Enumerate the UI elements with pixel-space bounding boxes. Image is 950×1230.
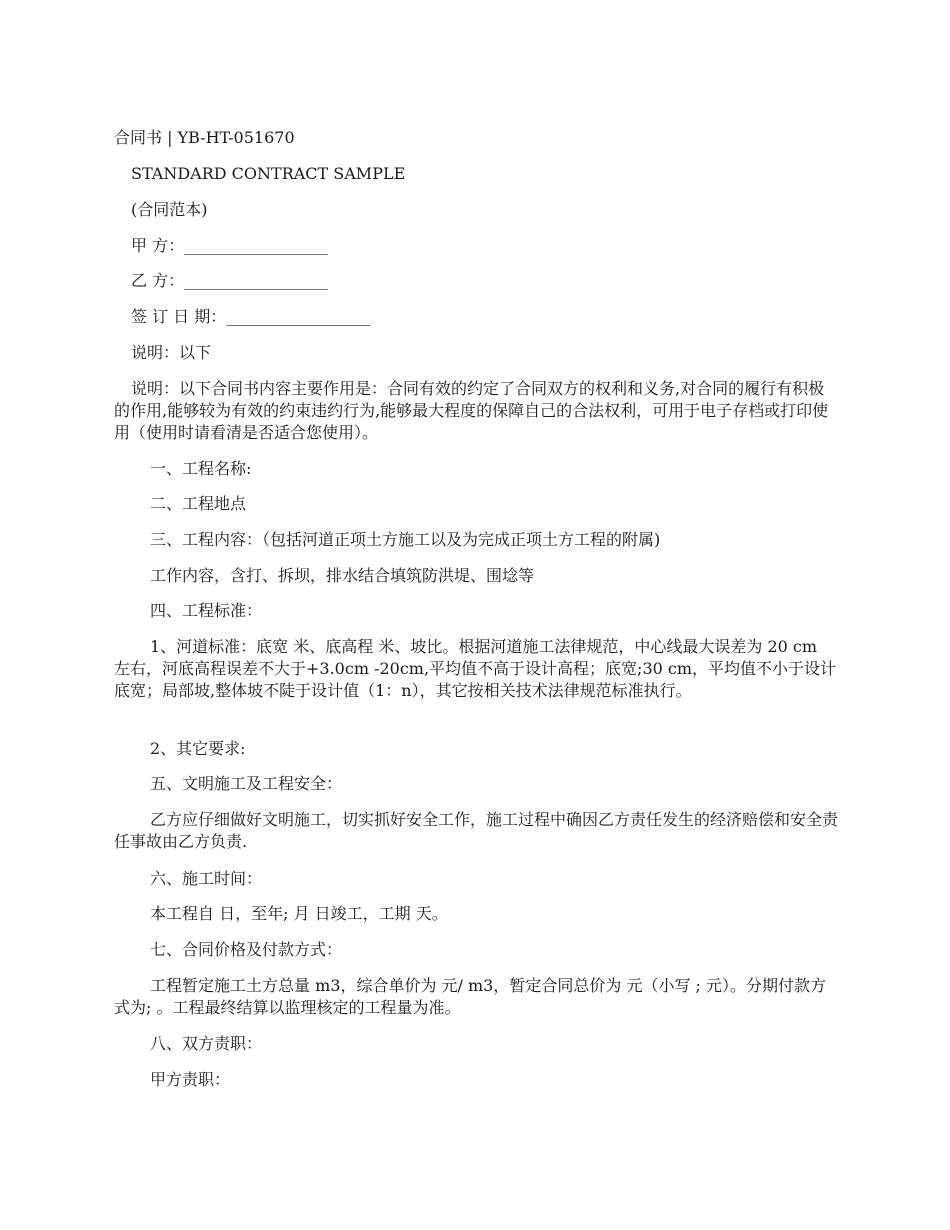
section-3-heading: 三、工程内容：（包括河道正项土方施工以及为完成正项土方工程的附属) xyxy=(150,530,661,549)
section-6-heading: 六、施工时间： xyxy=(150,869,263,888)
document-header: 合同书 | YB-HT-051670 xyxy=(114,128,295,147)
note-short: 说明：以下 xyxy=(131,343,212,362)
party-b-blank: __________________ xyxy=(184,271,329,290)
section-8-heading: 八、双方责职： xyxy=(150,1034,263,1053)
document-subtitle: STANDARD CONTRACT SAMPLE xyxy=(131,164,406,183)
party-a-blank: __________________ xyxy=(184,236,329,255)
sign-date-label: 签 订 日 期： xyxy=(131,307,227,326)
section-4-item-1: 1、河道标准：底宽 米、底高程 米、坡比。根据河道施工法律规范，中心线最大误差为 20 cm 左右，河底高程误差不大于+3.0cm -20cm,平均值不高于设计高程；底宽;30 cm，平均值不小于设计底宽；局部坡,整体坡不陡于设计值（1：n），其它按相关技术法律规范标准执行。 xyxy=(114,637,837,700)
party-b-field xyxy=(131,270,328,292)
section-8-party-a: 甲方责职： xyxy=(150,1070,231,1089)
section-4-heading: 四、工程标准： xyxy=(150,601,263,620)
section-7-detail: 工程暂定施工土方总量 m3，综合单价为 元/ m3，暂定合同总价为 元（小写 ; 元）。分期付款方式为; 。工程最终结算以监理核定的工程量为准。 xyxy=(114,976,827,1017)
party-a-field xyxy=(131,235,328,257)
sign-date-field xyxy=(131,306,370,328)
section-5-heading: 五、文明施工及工程安全： xyxy=(150,774,343,793)
section-5-detail: 乙方应仔细做好文明施工，切实抓好安全工作，施工过程中确因乙方责任发生的经济赔偿和安全责任事故由乙方负责. xyxy=(114,810,839,851)
note-paragraph: 说明：以下合同书内容主要作用是：合同有效的约定了合同双方的权利和义务,对合同的履行有积极的作用,能够较为有效的约束违约行为,能够最大程度的保障自己的合法权利，可用于电子存档或打印使用（使用时请看清是否适合您使用）。 xyxy=(114,379,829,442)
section-6-detail: 本工程自 日，至年; 月 日竣工，工期 天。 xyxy=(150,904,448,923)
section-3-detail: 工作内容，含打、拆坝，排水结合填筑防洪堤、围埝等 xyxy=(150,566,535,585)
section-7-heading: 七、合同价格及付款方式： xyxy=(150,940,343,959)
section-1-heading: 一、工程名称: xyxy=(150,459,252,478)
sign-date-blank: __________________ xyxy=(226,307,371,326)
party-a-label: 甲 方： xyxy=(131,236,185,255)
section-2-heading: 二、工程地点 xyxy=(150,494,247,513)
section-4-item-2: 2、其它要求: xyxy=(150,739,246,758)
sample-note: (合同范本) xyxy=(131,200,208,219)
party-b-label: 乙 方： xyxy=(131,271,185,290)
